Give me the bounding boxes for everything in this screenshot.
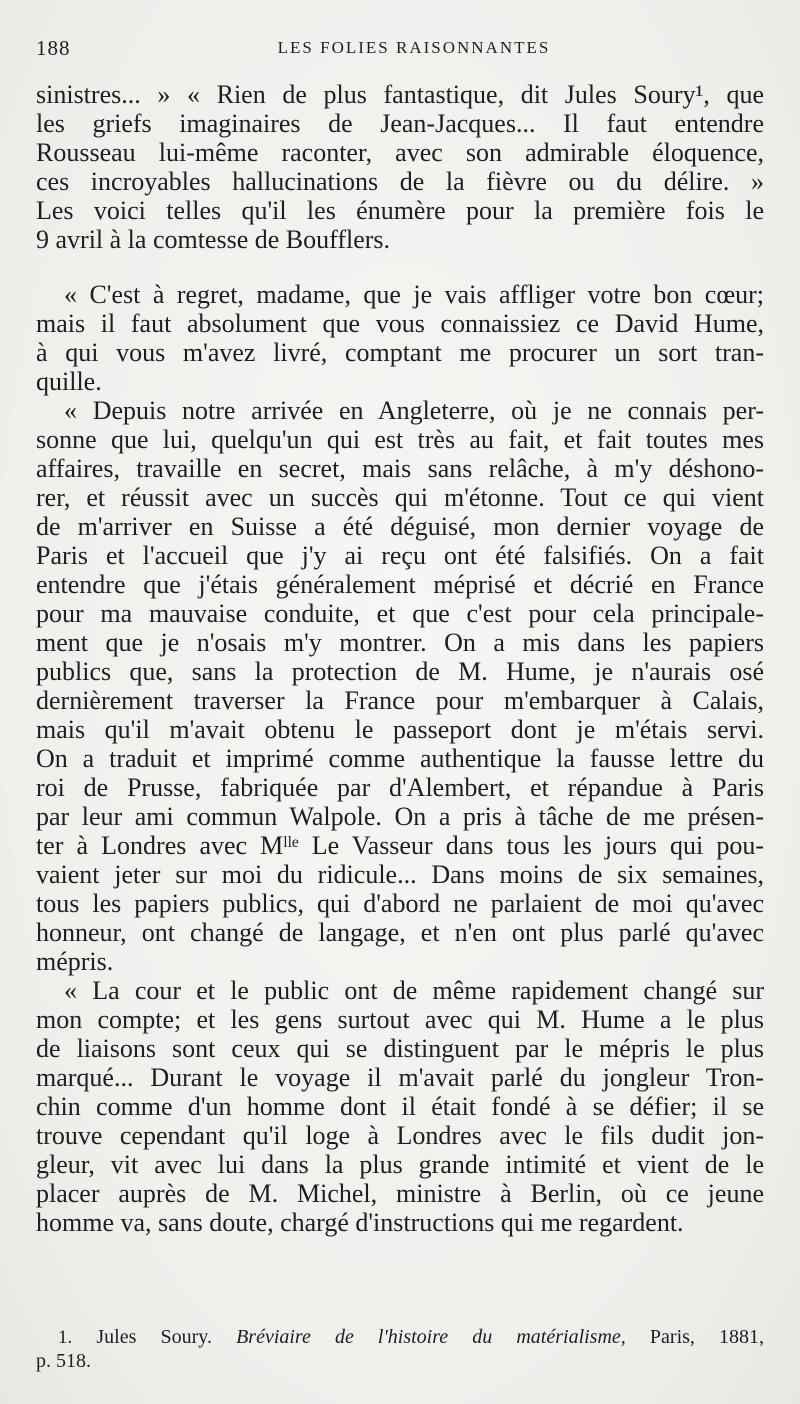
- text-line: honneur, ont changé de langage, et n'en ont plus parlé qu'avec: [36, 918, 764, 947]
- paragraph: [36, 80, 764, 254]
- text-line: pour ma mauvaise conduite, et que c'est pour cela principale-: [36, 599, 764, 628]
- text-line: entendre que j'étais généralement méprisé et décrié en France: [36, 570, 764, 599]
- text-line: marqué... Durant le voyage il m'avait parlé du jongleur Tron-: [36, 1063, 764, 1092]
- footnote-author: Jules Soury.: [96, 1326, 212, 1348]
- footnote: [36, 1325, 764, 1373]
- footnote-place-year: Paris, 1881,: [649, 1326, 765, 1348]
- text-line: vaient jeter sur moi du ridicule... Dans moins de six semaines,: [36, 860, 764, 889]
- text-line: mon compte; et les gens surtout avec qui M. Hume a le plus: [36, 1005, 764, 1034]
- text-line: trouve cependant qu'il loge à Londres avec le fils dudit jon-: [36, 1121, 764, 1150]
- footnote-title: Bréviaire de l'histoire du matérialisme,: [236, 1326, 626, 1348]
- paragraph: [36, 396, 764, 976]
- text-line: Les voici telles qu'il les énumère pour la première fois le: [36, 196, 764, 225]
- body-text: [36, 80, 764, 1237]
- text-line: « C'est à regret, madame, que je vais affliger votre bon cœur;: [64, 280, 764, 309]
- footnote-line: [36, 1325, 764, 1349]
- text-line: gleur, vit avec lui dans la plus grande intimité et vient de le: [36, 1150, 764, 1179]
- text-line: de liaisons sont ceux qui se distinguent par le mépris le plus: [36, 1034, 764, 1063]
- text-line: chin comme d'un homme dont il était fondé à se défier; il se: [36, 1092, 764, 1121]
- paragraph: [36, 976, 764, 1237]
- text-line: « Depuis notre arrivée en Angleterre, où je ne connais per-: [64, 396, 764, 425]
- footnote-number: 1.: [58, 1327, 73, 1348]
- text-line: 9 avril à la comtesse de Boufflers.: [36, 225, 391, 254]
- running-title: LES FOLIES RAISONNANTES: [277, 38, 551, 57]
- text-line: homme va, sans doute, chargé d'instructions qui me regardent.: [36, 1208, 684, 1237]
- text-line: mais qu'il m'avait obtenu le passeport dont je m'étais servi.: [36, 715, 764, 744]
- text-line: les griefs imaginaires de Jean-Jacques... Il faut entendre: [36, 109, 764, 138]
- text-line: mépris.: [36, 947, 114, 976]
- text-line: quille.: [36, 367, 102, 396]
- text-line: « La cour et le public ont de même rapidement changé sur: [64, 976, 764, 1005]
- text-line: Paris et l'accueil que j'y ai reçu ont été falsifiés. On a fait: [36, 541, 764, 570]
- page-number: 188: [36, 36, 71, 60]
- text-line: roi de Prusse, fabriquée par d'Alembert, et répandue à Paris: [36, 773, 764, 802]
- text-line: tous les papiers publics, qui d'abord ne parlaient de moi qu'avec: [36, 889, 764, 918]
- text-line: sonne que lui, quelqu'un qui est très au fait, et fait toutes mes: [36, 425, 764, 454]
- text-line: placer auprès de M. Michel, ministre à Berlin, où ce jeune: [36, 1179, 764, 1208]
- paragraph-gap: [36, 254, 764, 280]
- text-line: à qui vous m'avez livré, comptant me procurer un sort tran-: [36, 338, 764, 367]
- running-head: [36, 36, 752, 66]
- text-line: ces incroyables hallucinations de la fièvre ou du délire. »: [36, 167, 764, 196]
- text-line: affaires, travaille en secret, mais sans relâche, à m'y déshono-: [36, 454, 764, 483]
- text-line: de m'arriver en Suisse a été déguisé, mon dernier voyage de: [36, 512, 764, 541]
- text-line: publics que, sans la protection de M. Hume, je n'aurais osé: [36, 657, 764, 686]
- text-line: par leur ami commun Walpole. On a pris à tâche de me présen-: [36, 802, 764, 831]
- text-line: dernièrement traverser la France pour m'embarquer à Calais,: [36, 686, 764, 715]
- text-line: sinistres... » « Rien de plus fantastique, dit Jules Soury¹, que: [36, 80, 764, 109]
- text-line: On a traduit et imprimé comme authentique la fausse lettre du: [36, 744, 764, 773]
- text-line: ment que je n'osais m'y montrer. On a mis dans les papiers: [36, 628, 764, 657]
- text-line: rer, et réussit avec un succès qui m'étonne. Tout ce qui vient: [36, 483, 764, 512]
- paragraph: [36, 280, 764, 396]
- text-line: ter à Londres avec Mˡˡᵉ Le Vasseur dans tous les jours qui pou-: [36, 831, 764, 860]
- text-line: Rousseau lui-même raconter, avec son admirable éloquence,: [36, 138, 764, 167]
- text-line: mais il faut absolument que vous connaissiez ce David Hume,: [36, 309, 764, 338]
- footnote-page: p. 518.: [36, 1350, 91, 1372]
